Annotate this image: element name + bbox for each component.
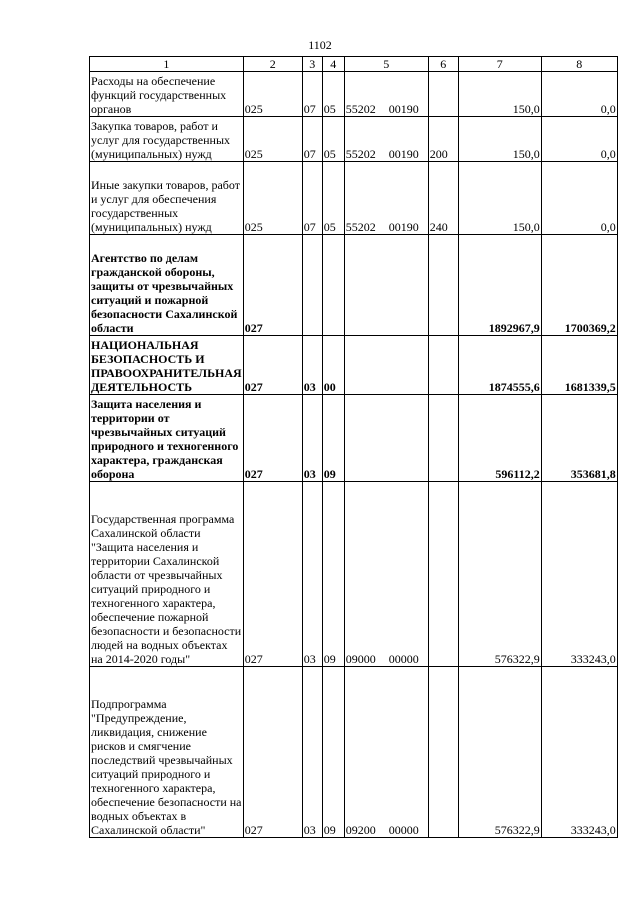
row-section-code: 03 xyxy=(302,482,322,667)
column-header: 8 xyxy=(541,57,617,72)
row-amount-col8: 353681,8 xyxy=(541,395,617,482)
row-target-code: 55202 00190 xyxy=(344,117,428,162)
row-name: Государственная программа Сахалинской области "Защита населения и территории Сахалинской области от чрезвычайных ситуаций природного и техногенного характера, обеспечение пожарной безопасности и безопасности людей на водных объектах на 2014-2020 годы" xyxy=(90,482,244,667)
row-section-code xyxy=(302,235,322,336)
table-row xyxy=(90,162,618,235)
row-expense-type-code: 240 xyxy=(428,162,458,235)
column-header: 6 xyxy=(428,57,458,72)
row-expense-type-code xyxy=(428,482,458,667)
page-number: 1102 xyxy=(308,38,332,52)
row-section-code: 03 xyxy=(302,336,322,395)
row-target-code xyxy=(344,395,428,482)
column-header: 4 xyxy=(322,57,344,72)
row-ved-code: 027 xyxy=(243,235,302,336)
column-header: 1 xyxy=(90,57,244,72)
budget-table xyxy=(89,56,618,838)
table-row xyxy=(90,395,618,482)
row-amount-col7: 596112,2 xyxy=(458,395,541,482)
row-name: Иные закупки товаров, работ и услуг для обеспечения государственных (муниципальных) нужд xyxy=(90,162,244,235)
row-subsection-code: 09 xyxy=(322,667,344,838)
row-target-code: 55202 00190 xyxy=(344,72,428,117)
row-subsection-code: 05 xyxy=(322,72,344,117)
row-amount-col7: 150,0 xyxy=(458,117,541,162)
row-name: Агентство по делам гражданской обороны, защиты от чрезвычайных ситуаций и пожарной безопасности Сахалинской области xyxy=(90,235,244,336)
row-target-code: 09000 00000 xyxy=(344,482,428,667)
row-expense-type-code: 200 xyxy=(428,117,458,162)
row-name: Закупка товаров, работ и услуг для государственных (муниципальных) нужд xyxy=(90,117,244,162)
row-ved-code: 027 xyxy=(243,667,302,838)
row-expense-type-code xyxy=(428,667,458,838)
row-name: НАЦИОНАЛЬНАЯ БЕЗОПАСНОСТЬ И ПРАВООХРАНИТЕЛЬНАЯ ДЕЯТЕЛЬНОСТЬ xyxy=(90,336,244,395)
row-expense-type-code xyxy=(428,235,458,336)
row-expense-type-code xyxy=(428,395,458,482)
row-amount-col8: 333243,0 xyxy=(541,667,617,838)
row-ved-code: 025 xyxy=(243,72,302,117)
row-name: Подпрограмма "Предупреждение, ликвидация, снижение рисков и смягчение последствий чрезвычайных ситуаций природного и техногенного характера, обеспечение безопасности на водных объектах в Сахалинской области" xyxy=(90,667,244,838)
column-header: 2 xyxy=(243,57,302,72)
row-amount-col7: 150,0 xyxy=(458,72,541,117)
row-subsection-code: 05 xyxy=(322,117,344,162)
row-ved-code: 025 xyxy=(243,117,302,162)
row-amount-col7: 576322,9 xyxy=(458,482,541,667)
table-row xyxy=(90,667,618,838)
row-amount-col8: 0,0 xyxy=(541,72,617,117)
row-expense-type-code xyxy=(428,336,458,395)
row-target-code: 09200 00000 xyxy=(344,667,428,838)
row-section-code: 03 xyxy=(302,667,322,838)
column-header: 5 xyxy=(344,57,428,72)
column-header: 3 xyxy=(302,57,322,72)
row-section-code: 07 xyxy=(302,117,322,162)
row-subsection-code: 09 xyxy=(322,395,344,482)
row-section-code: 07 xyxy=(302,72,322,117)
row-expense-type-code xyxy=(428,72,458,117)
row-section-code: 03 xyxy=(302,395,322,482)
row-target-code xyxy=(344,235,428,336)
row-target-code xyxy=(344,336,428,395)
row-amount-col7: 1874555,6 xyxy=(458,336,541,395)
row-ved-code: 025 xyxy=(243,162,302,235)
row-subsection-code: 09 xyxy=(322,482,344,667)
row-ved-code: 027 xyxy=(243,482,302,667)
table-row xyxy=(90,117,618,162)
row-amount-col8: 333243,0 xyxy=(541,482,617,667)
row-amount-col7: 1892967,9 xyxy=(458,235,541,336)
table-row xyxy=(90,72,618,117)
row-amount-col7: 150,0 xyxy=(458,162,541,235)
row-amount-col8: 1681339,5 xyxy=(541,336,617,395)
row-subsection-code: 00 xyxy=(322,336,344,395)
row-name: Расходы на обеспечение функций государственных органов xyxy=(90,72,244,117)
row-ved-code: 027 xyxy=(243,336,302,395)
row-ved-code: 027 xyxy=(243,395,302,482)
row-name: Защита населения и территории от чрезвычайных ситуаций природного и техногенного характера, гражданская оборона xyxy=(90,395,244,482)
row-subsection-code: 05 xyxy=(322,162,344,235)
column-header: 7 xyxy=(458,57,541,72)
row-amount-col8: 0,0 xyxy=(541,117,617,162)
table-row xyxy=(90,336,618,395)
table-row xyxy=(90,482,618,667)
row-amount-col7: 576322,9 xyxy=(458,667,541,838)
row-section-code: 07 xyxy=(302,162,322,235)
row-amount-col8: 0,0 xyxy=(541,162,617,235)
row-amount-col8: 1700369,2 xyxy=(541,235,617,336)
row-subsection-code xyxy=(322,235,344,336)
row-target-code: 55202 00190 xyxy=(344,162,428,235)
header-row xyxy=(90,57,618,72)
table-row xyxy=(90,235,618,336)
